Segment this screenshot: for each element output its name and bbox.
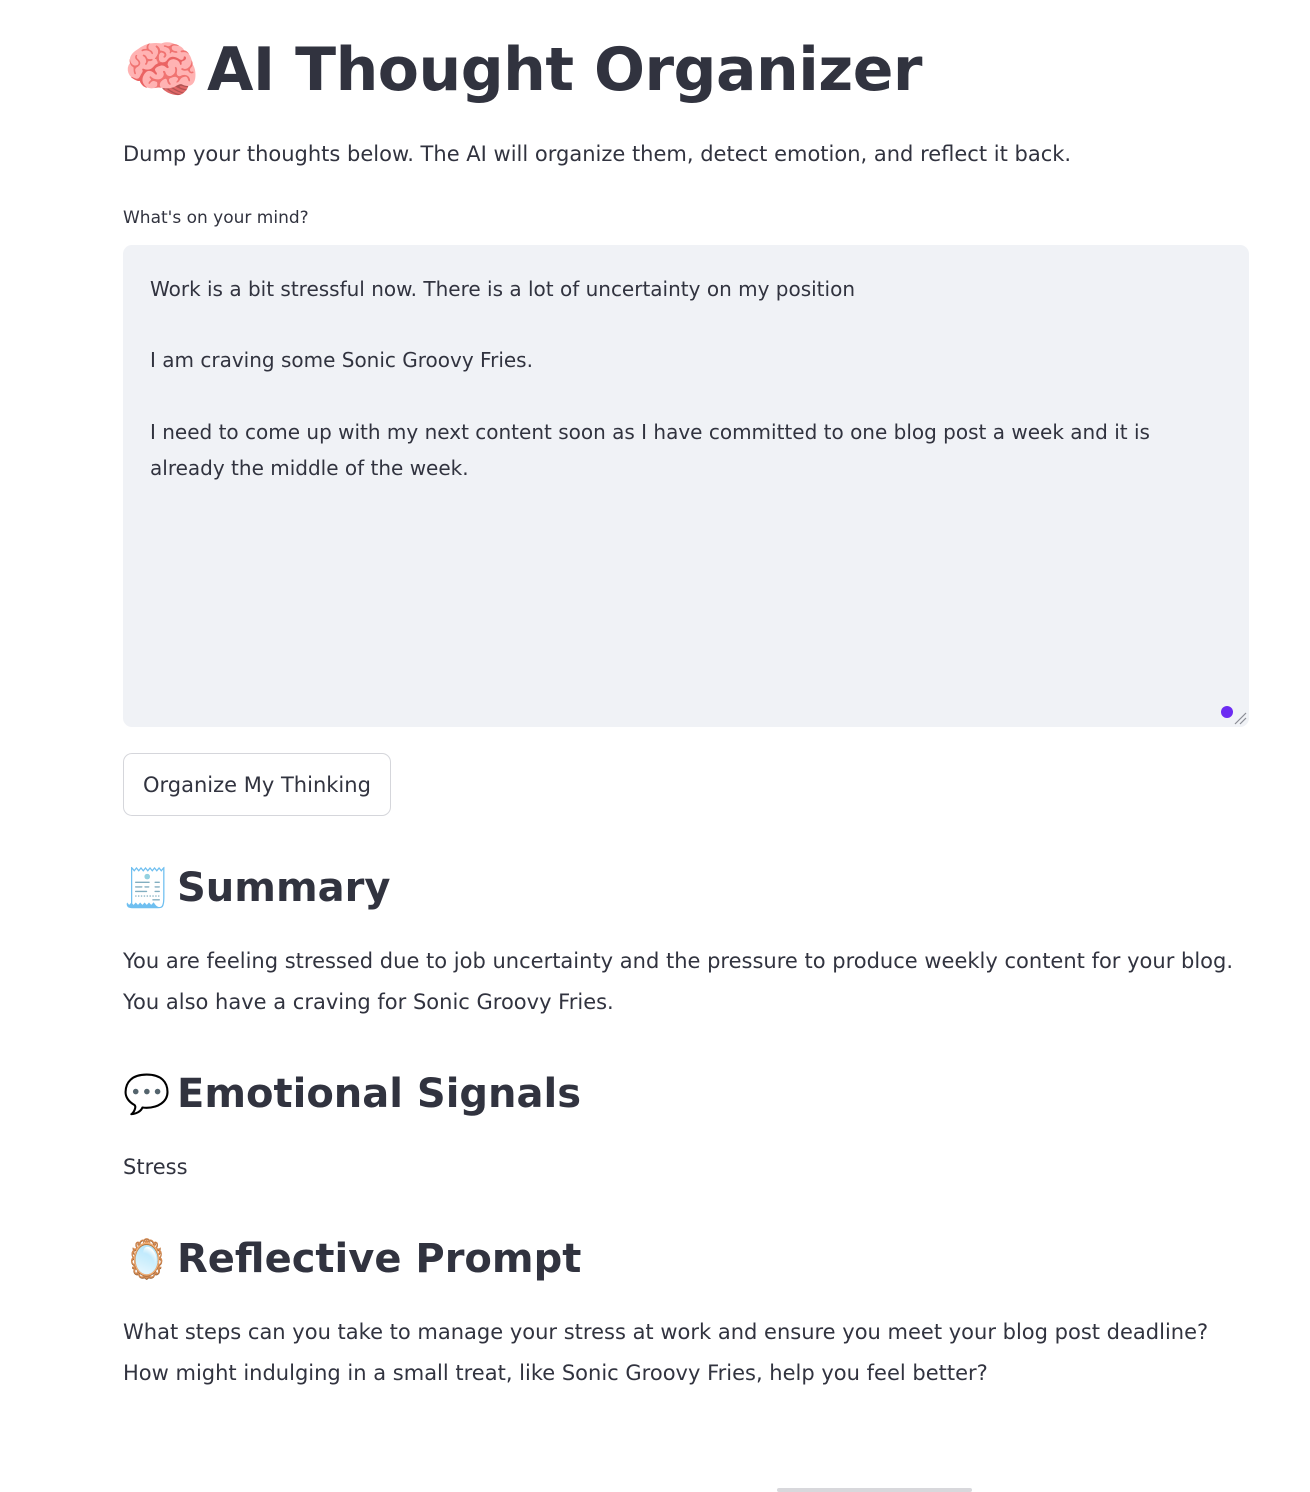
status-dot-icon: [1221, 706, 1233, 718]
reflective-text: [123, 1312, 1249, 1394]
page-header: [123, 30, 922, 110]
page-subtitle: Dump your thoughts below. The AI will organize them, detect emotion, and reflect it back.: [123, 142, 1072, 166]
emotion-value: Stress: [123, 1155, 188, 1179]
textarea-line: I need to come up with my next content soon as I have committed to one blog post a week and it is: [150, 420, 1150, 444]
summary-line: You are feeling stressed due to job uncertainty and the pressure to produce weekly content for your blog.: [123, 949, 1234, 973]
resize-handle-icon[interactable]: [1233, 711, 1247, 725]
organize-button[interactable]: Organize My Thinking: [123, 753, 391, 816]
summary-text: [123, 941, 1249, 1023]
summary-line: You also have a craving for Sonic Groovy Fries.: [123, 990, 614, 1014]
speech-bubble-icon: 💬: [123, 1072, 171, 1116]
thoughts-label: What's on your mind?: [123, 208, 309, 228]
textarea-line: Work is a bit stressful now. There is a lot of uncertainty on my position: [150, 277, 855, 301]
reflective-header: [123, 1231, 581, 1287]
reflective-line: What steps can you take to manage your stress at work and ensure you meet your blog post deadline?: [123, 1320, 1209, 1344]
summary-title: Summary: [177, 865, 391, 911]
textarea-line: already the middle of the week.: [150, 456, 469, 480]
receipt-icon: 🧾: [123, 866, 171, 910]
page-title: AI Thought Organizer: [207, 35, 922, 105]
reflective-title: Reflective Prompt: [177, 1236, 582, 1282]
thoughts-textarea[interactable]: [123, 245, 1249, 727]
reflective-line: How might indulging in a small treat, like Sonic Groovy Fries, help you feel better?: [123, 1361, 988, 1385]
brain-icon: 🧠: [123, 33, 201, 106]
mirror-icon: 🪞: [123, 1237, 171, 1281]
emotions-header: [123, 1066, 581, 1122]
summary-header: [123, 860, 390, 916]
emotions-title: Emotional Signals: [177, 1071, 582, 1117]
bottom-scroll-indicator: [777, 1488, 972, 1492]
textarea-line: I am craving some Sonic Groovy Fries.: [150, 348, 533, 372]
